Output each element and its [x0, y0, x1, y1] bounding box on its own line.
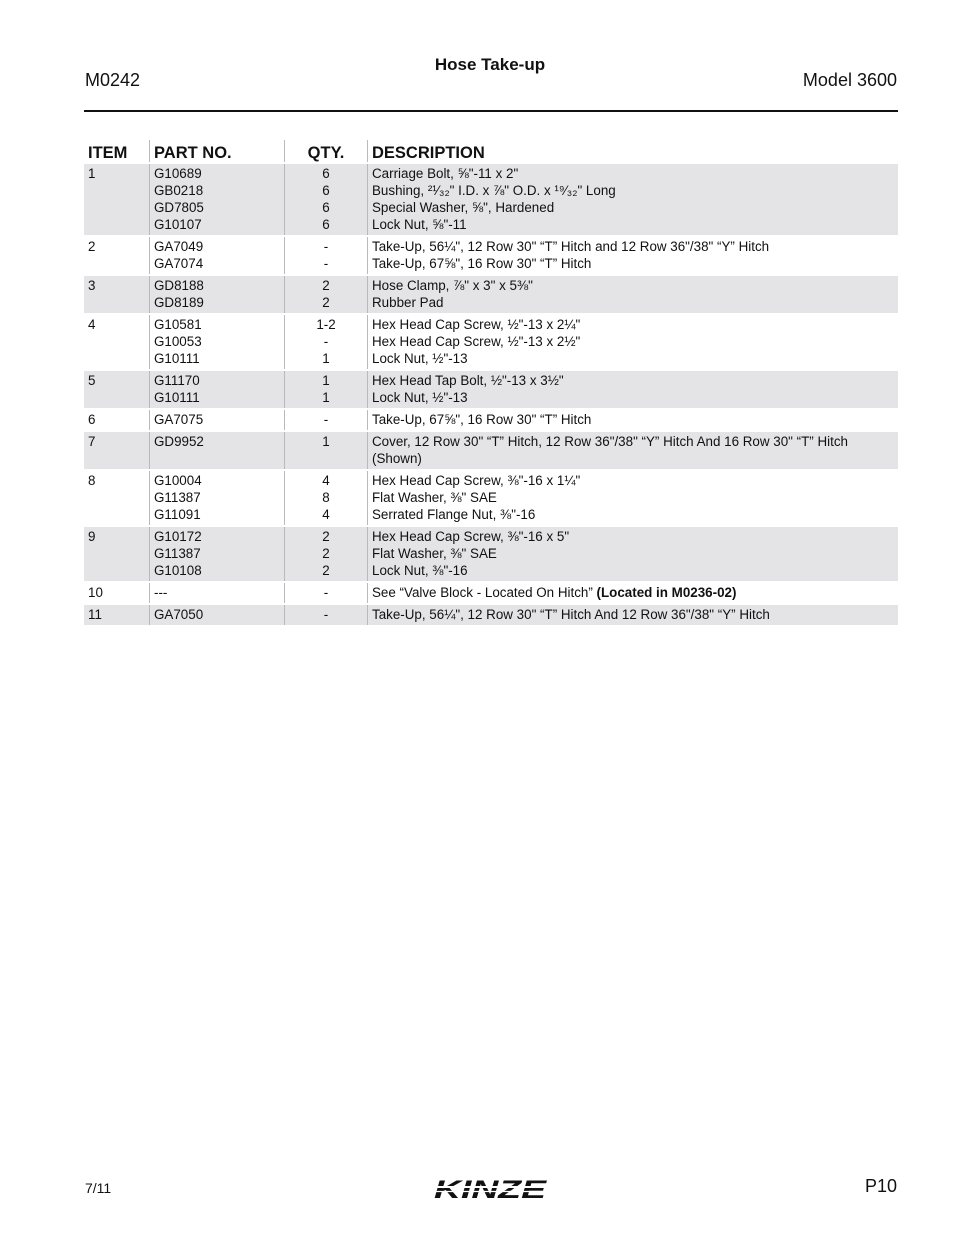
item-number: 4	[88, 317, 96, 332]
quantity-cell	[285, 409, 368, 431]
page-number: P10	[864, 1176, 897, 1196]
item-number: 10	[88, 585, 103, 600]
quantity-cell	[285, 431, 368, 470]
part-number: GD9952	[154, 434, 204, 449]
quantity-cell	[285, 236, 368, 275]
description: Lock Nut, ½"-13	[372, 390, 468, 405]
item-number: 7	[88, 434, 96, 449]
description: Flat Washer, ⅜" SAE	[372, 546, 497, 561]
quantity: -	[323, 585, 329, 600]
part-number: G11170	[154, 373, 200, 388]
table-row	[84, 431, 898, 470]
table-row	[84, 604, 898, 625]
description-cell	[368, 470, 899, 526]
description: Take-Up, 56¼", 12 Row 30" “T” Hitch And 12 Row 36"/38" “Y” Hitch	[372, 607, 770, 622]
quantity: -	[323, 256, 329, 271]
quantity: 1	[322, 373, 330, 388]
quantity: 4	[322, 507, 330, 522]
table-row	[84, 163, 898, 236]
quantity: 6	[322, 183, 330, 198]
item-number: 1	[88, 166, 96, 181]
part-number-cell	[150, 409, 285, 431]
part-number: GA7074	[154, 256, 204, 271]
part-number: G11387	[154, 490, 201, 505]
item-number: 3	[88, 278, 96, 293]
quantity: -	[323, 334, 329, 349]
description-cell	[368, 526, 899, 582]
table-row	[84, 314, 898, 370]
description-cell	[368, 604, 899, 625]
quantity: -	[323, 239, 329, 254]
column-header-item: ITEM	[88, 144, 128, 162]
part-number: GA7050	[154, 607, 204, 622]
description: Hose Clamp, ⅞" x 3" x 5⅜"	[372, 278, 533, 293]
parts-table-body	[84, 163, 898, 625]
description: Take-Up, 56¼", 12 Row 30" “T” Hitch and 12 Row 36"/38" “Y” Hitch	[372, 239, 770, 254]
quantity-cell	[285, 470, 368, 526]
quantity: 1-2	[316, 317, 336, 332]
table-row	[84, 370, 898, 409]
table-row	[84, 409, 898, 431]
description-cell	[368, 163, 899, 236]
description	[372, 584, 894, 601]
description: Hex Head Cap Screw, ½"-13 x 2¼"	[372, 317, 581, 332]
part-number-cell	[150, 604, 285, 625]
quantity: -	[323, 412, 329, 427]
quantity: 2	[322, 529, 330, 544]
description: Lock Nut, ½"-13	[372, 351, 468, 366]
description: Cover, 12 Row 30" “T” Hitch, 12 Row 36"/38" “Y” Hitch And 16 Row 30" “T” Hitch (Shown)	[372, 434, 848, 466]
part-number: GB0218	[154, 183, 204, 198]
description-cell	[368, 431, 899, 470]
part-number: ---	[154, 585, 168, 600]
logo-wordmark: KINZE	[434, 1176, 548, 1202]
description: Lock Nut, ⅜"-16	[372, 563, 468, 578]
quantity-cell	[285, 314, 368, 370]
kinze-logo-graphic	[431, 1176, 549, 1202]
part-number: G10111	[154, 390, 200, 405]
part-number-cell	[150, 582, 285, 604]
column-header-part-no: PART NO.	[150, 140, 285, 163]
kinze-logo	[431, 1176, 549, 1207]
description: Flat Washer, ⅜" SAE	[372, 490, 497, 505]
quantity-cell	[285, 604, 368, 625]
quantity: 1	[322, 390, 330, 405]
quantity: 2	[322, 546, 330, 561]
description: Take-Up, 67⅝", 16 Row 30" “T” Hitch	[372, 412, 592, 427]
table-row	[84, 275, 898, 314]
column-header-qty: QTY.	[285, 140, 368, 163]
quantity: 6	[322, 200, 330, 215]
part-number: GD8189	[154, 295, 204, 310]
quantity: 2	[322, 563, 330, 578]
part-number-cell	[150, 431, 285, 470]
quantity-cell	[285, 163, 368, 236]
description-cell	[368, 236, 899, 275]
document-code: M0242	[85, 70, 141, 90]
table-row	[84, 582, 898, 604]
description: Carriage Bolt, ⅝"-11 x 2"	[372, 166, 519, 181]
description: Lock Nut, ⅝"-11	[372, 217, 467, 232]
part-number-cell	[150, 314, 285, 370]
part-number: G10581	[154, 317, 202, 332]
part-number: G10108	[154, 563, 202, 578]
description: Take-Up, 67⅝", 16 Row 30" “T” Hitch	[372, 256, 592, 271]
quantity: 1	[322, 351, 330, 366]
quantity: 2	[322, 278, 330, 293]
quantity-cell	[285, 582, 368, 604]
quantity-cell	[285, 275, 368, 314]
part-number-cell	[150, 163, 285, 236]
part-number-cell	[150, 275, 285, 314]
model-name: Model 3600	[802, 70, 897, 90]
part-number: GD8188	[154, 278, 204, 293]
description: Serrated Flange Nut, ⅜"-16	[372, 507, 536, 522]
quantity-cell	[285, 526, 368, 582]
quantity: 4	[322, 473, 330, 488]
quantity: 1	[322, 434, 330, 449]
description-cell	[368, 582, 899, 604]
part-number-cell	[150, 526, 285, 582]
part-number: G11387	[154, 546, 201, 561]
description: Hex Head Cap Screw, ⅜"-16 x 5"	[372, 529, 570, 544]
item-number: 6	[88, 412, 96, 427]
table-row	[84, 526, 898, 582]
part-number: GA7049	[154, 239, 204, 254]
quantity: 6	[322, 217, 330, 232]
part-number: G10004	[154, 473, 202, 488]
description-cell	[368, 370, 899, 409]
description: Hex Head Cap Screw, ½"-13 x 2½"	[372, 334, 581, 349]
description: Rubber Pad	[372, 295, 444, 310]
description: Hex Head Cap Screw, ⅜"-16 x 1¼"	[372, 473, 581, 488]
item-number: 9	[88, 529, 96, 544]
item-number: 2	[88, 239, 96, 254]
header-divider	[84, 110, 898, 112]
description-cell	[368, 314, 899, 370]
description: Hex Head Tap Bolt, ½"-13 x 3½"	[372, 373, 564, 388]
quantity: -	[323, 607, 329, 622]
item-number: 11	[88, 607, 102, 622]
table-row	[84, 236, 898, 275]
quantity: 6	[322, 166, 330, 181]
part-number: GD7805	[154, 200, 204, 215]
description-reference: (Located in M0236-02)	[596, 585, 737, 600]
part-number: G11091	[154, 507, 201, 522]
description-cell	[368, 275, 899, 314]
page-title: Hose Take-up	[434, 55, 546, 74]
revision-date: 7/11	[85, 1180, 112, 1196]
quantity-cell	[285, 370, 368, 409]
description: Bushing, ²¹⁄₃₂" I.D. x ⅞" O.D. x ¹⁹⁄₃₂" Long	[372, 183, 616, 198]
part-number: GA7075	[154, 412, 204, 427]
part-number-cell	[150, 236, 285, 275]
quantity: 2	[322, 295, 330, 310]
quantity: 8	[322, 490, 330, 505]
table-row	[84, 470, 898, 526]
part-number: G10111	[154, 351, 200, 366]
item-number: 5	[88, 373, 96, 388]
part-number-cell	[150, 470, 285, 526]
item-number: 8	[88, 473, 96, 488]
parts-table	[84, 140, 898, 625]
part-number: G10053	[154, 334, 202, 349]
part-number: G10107	[154, 217, 202, 232]
description: Special Washer, ⅝", Hardened	[372, 200, 555, 215]
column-header-description: DESCRIPTION	[368, 140, 899, 163]
part-number: G10689	[154, 166, 202, 181]
description-cell	[368, 409, 899, 431]
part-number: G10172	[154, 529, 202, 544]
description-text: See “Valve Block - Located On Hitch”	[372, 585, 593, 600]
table-header-row	[84, 140, 898, 163]
part-number-cell	[150, 370, 285, 409]
